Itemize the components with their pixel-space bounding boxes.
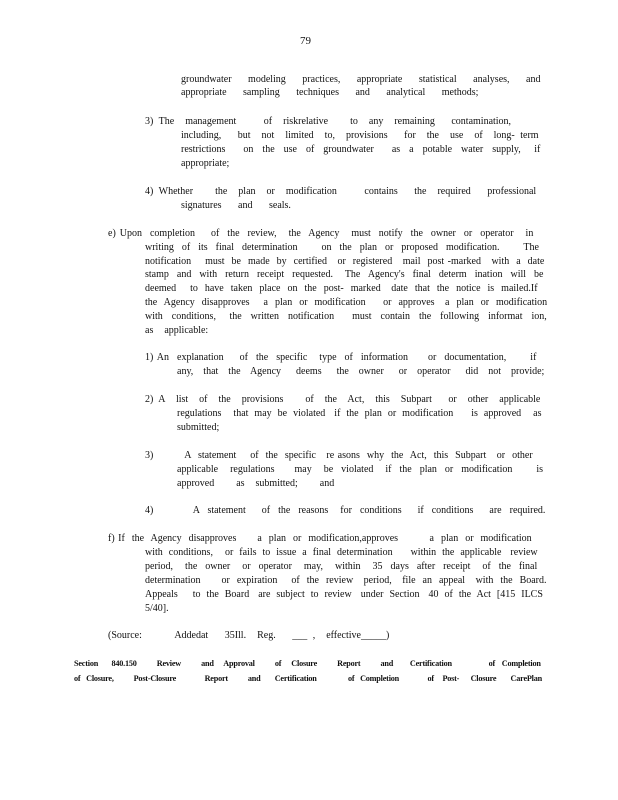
text-line: 2) A list of the provisions of the Act, this Subpart or other applicable — [145, 394, 541, 405]
text-line: approved as submitted; and — [177, 478, 335, 489]
text-line: with conditions, the written notification must contain the following informat ion, — [145, 311, 547, 322]
text-line: 3) The management of riskrelative to any remaining contamination, — [145, 116, 512, 127]
section-header-line: of Closure, Post-Closure Report and Certification of Completion of Post- Closure CarePlan — [74, 674, 542, 683]
text-line: 1) An explanation of the specific type of information or documentation, if — [145, 352, 537, 363]
text-line: stamp and with return receipt requested. The Agency's final determ ination will be — [145, 269, 544, 280]
text-line: groundwater modeling practices, appropriate statistical analyses, and — [181, 74, 541, 85]
text-line: f) If the Agency disapproves a plan or modification,approves a plan or modification — [108, 533, 532, 544]
text-line: 4) Whether the plan or modification contains the required professional — [145, 186, 537, 197]
text-line: notification must be made by certified or registered mail post -marked with a date — [145, 256, 545, 267]
text-line: the Agency disapproves a plan or modification or approves a plan or modification — [145, 297, 548, 308]
text-line: any, that the Agency deems the owner or operator did not provide; — [177, 366, 545, 377]
text-line: writing of its final determination on the plan or proposed modification. The — [145, 242, 539, 253]
text-line: regulations that may be violated if the plan or modification is approved as — [177, 408, 542, 419]
text-line: appropriate sampling techniques and analytical methods; — [181, 87, 479, 98]
source-note: (Source: Addedat 35Ill. Reg. ___ , effective_____) — [108, 630, 390, 641]
text-line: determination or expiration of the review period, file an appeal with the Board. — [145, 575, 547, 586]
text-line: including, but not limited to, provisions for the use of long- term — [181, 130, 539, 141]
text-line: applicable regulations may be violated if the plan or modification is — [177, 464, 544, 475]
text-line: e) Upon completion of the review, the Agency must notify the owner or operator in — [108, 228, 534, 239]
text-line: as applicable: — [145, 325, 209, 336]
text-line: with conditions, or fails to issue a final determination within the applicable review — [145, 547, 538, 558]
text-line: restrictions on the use of groundwater as a potable water supply, if — [181, 144, 541, 155]
section-header-line: Section 840.150 Review and Approval of Closure Report and Certification of Completion — [74, 659, 541, 668]
text-line: signatures and seals. — [181, 200, 291, 211]
text-line: 5/40]. — [145, 603, 169, 614]
text-line: period, the owner or operator may, within 35 days after receipt of the final — [145, 561, 538, 572]
text-line: deemed to have taken place on the post- marked date that the notice is mailed.If — [145, 283, 538, 294]
text-line: 4) A statement of the reasons for conditions if conditions are required. — [145, 505, 546, 516]
text-line: submitted; — [177, 422, 220, 433]
text-line: Appeals to the Board are subject to review under Section 40 of the Act [415 ILCS — [145, 589, 543, 600]
page-number: 79 — [300, 35, 311, 47]
text-line: appropriate; — [181, 158, 230, 169]
text-line: 3) A statement of the specific re asons why the Act, this Subpart or other — [145, 450, 533, 461]
